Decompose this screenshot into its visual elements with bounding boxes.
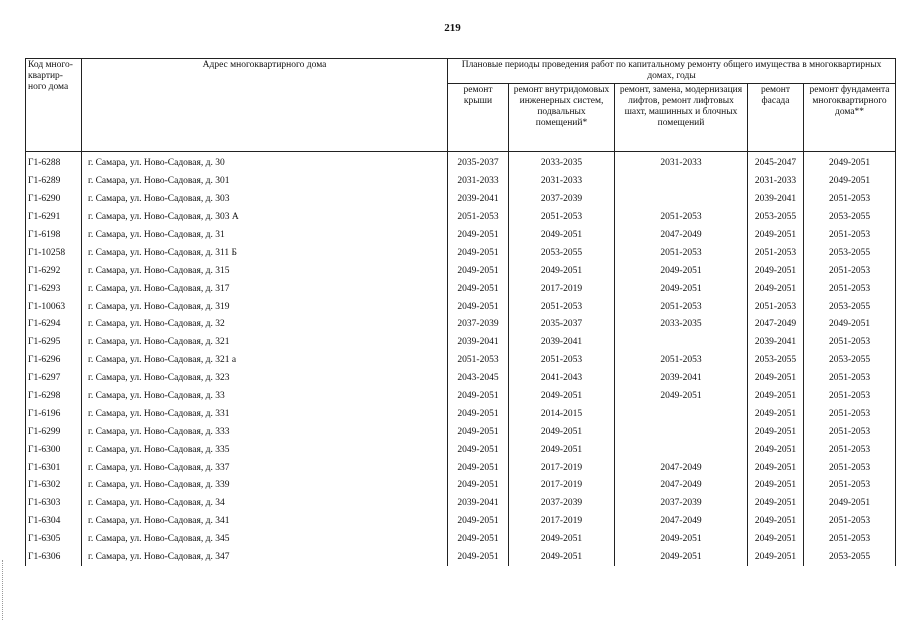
cell-code: Г1-6292 (26, 262, 82, 280)
cell-roof: 2049-2051 (448, 298, 509, 316)
table-row (26, 227, 896, 245)
table-row (26, 191, 896, 209)
page-number: 219 (444, 22, 461, 34)
table-row (26, 298, 896, 316)
cell-systems: 2049-2051 (509, 549, 615, 567)
cell-code: Г1-6296 (26, 352, 82, 370)
cell-address: г. Самара, ул. Ново-Садовая, д. 337 (82, 459, 448, 477)
cell-code: Г1-6294 (26, 316, 82, 334)
cell-systems: 2049-2051 (509, 441, 615, 459)
cell-systems: 2035-2037 (509, 316, 615, 334)
cell-foundation: 2051-2053 (804, 531, 896, 549)
table-row (26, 370, 896, 388)
cell-roof: 2049-2051 (448, 477, 509, 495)
cell-address: г. Самара, ул. Ново-Садовая, д. 331 (82, 405, 448, 423)
cell-facade: 2049-2051 (748, 495, 804, 513)
table-row (26, 244, 896, 262)
cell-foundation: 2051-2053 (804, 477, 896, 495)
cell-elevators: 2031-2033 (615, 152, 748, 173)
cell-facade: 2049-2051 (748, 388, 804, 406)
cell-foundation: 2051-2053 (804, 513, 896, 531)
table-row (26, 173, 896, 191)
cell-address: г. Самара, ул. Ново-Садовая, д. 345 (82, 531, 448, 549)
cell-facade: 2049-2051 (748, 549, 804, 567)
cell-roof: 2051-2053 (448, 352, 509, 370)
table-row (26, 152, 896, 173)
cell-facade: 2039-2041 (748, 191, 804, 209)
header-foundation: ремонт фундамента многоквартирного дома** (804, 84, 896, 152)
cell-foundation: 2051-2053 (804, 459, 896, 477)
cell-roof: 2049-2051 (448, 459, 509, 477)
cell-foundation: 2051-2053 (804, 280, 896, 298)
cell-systems: 2051-2053 (509, 209, 615, 227)
header-periods: Плановые периоды проведения работ по капитальному ремонту общего имущества в многоквартирных домах, годы (448, 59, 896, 84)
cell-elevators (615, 405, 748, 423)
cell-foundation: 2053-2055 (804, 209, 896, 227)
table-row (26, 513, 896, 531)
cell-foundation: 2053-2055 (804, 244, 896, 262)
cell-roof: 2049-2051 (448, 244, 509, 262)
cell-facade: 2045-2047 (748, 152, 804, 173)
cell-code: Г1-6297 (26, 370, 82, 388)
cell-roof: 2039-2041 (448, 495, 509, 513)
table-row (26, 549, 896, 567)
cell-elevators (615, 441, 748, 459)
cell-roof: 2049-2051 (448, 531, 509, 549)
cell-code: Г1-6301 (26, 459, 82, 477)
cell-address: г. Самара, ул. Ново-Садовая, д. 347 (82, 549, 448, 567)
cell-facade: 2049-2051 (748, 423, 804, 441)
cell-facade: 2049-2051 (748, 513, 804, 531)
cell-code: Г1-6295 (26, 334, 82, 352)
cell-facade: 2039-2041 (748, 334, 804, 352)
cell-elevators: 2049-2051 (615, 388, 748, 406)
cell-systems: 2049-2051 (509, 531, 615, 549)
cell-elevators: 2051-2053 (615, 298, 748, 316)
cell-systems: 2037-2039 (509, 495, 615, 513)
cell-systems: 2017-2019 (509, 477, 615, 495)
cell-code: Г1-6198 (26, 227, 82, 245)
cell-systems: 2017-2019 (509, 459, 615, 477)
cell-address: г. Самара, ул. Ново-Садовая, д. 34 (82, 495, 448, 513)
cell-roof: 2051-2053 (448, 209, 509, 227)
cell-foundation: 2051-2053 (804, 370, 896, 388)
cell-address: г. Самара, ул. Ново-Садовая, д. 33 (82, 388, 448, 406)
cell-elevators: 2051-2053 (615, 352, 748, 370)
cell-address: г. Самара, ул. Ново-Садовая, д. 339 (82, 477, 448, 495)
cell-code: Г1-6289 (26, 173, 82, 191)
cell-foundation: 2051-2053 (804, 441, 896, 459)
table-header-row-1 (26, 59, 896, 84)
cell-facade: 2049-2051 (748, 477, 804, 495)
cell-elevators (615, 173, 748, 191)
cell-facade: 2049-2051 (748, 370, 804, 388)
table-row (26, 531, 896, 549)
cell-facade: 2049-2051 (748, 441, 804, 459)
cell-address: г. Самара, ул. Ново-Садовая, д. 321 а (82, 352, 448, 370)
table-row (26, 280, 896, 298)
cell-facade: 2031-2033 (748, 173, 804, 191)
repair-schedule-table (25, 58, 896, 566)
cell-address: г. Самара, ул. Ново-Садовая, д. 323 (82, 370, 448, 388)
cell-code: Г1-10258 (26, 244, 82, 262)
table-row (26, 405, 896, 423)
cell-elevators: 2047-2049 (615, 477, 748, 495)
cell-address: г. Самара, ул. Ново-Садовая, д. 303 (82, 191, 448, 209)
cell-systems: 2039-2041 (509, 334, 615, 352)
cell-roof: 2031-2033 (448, 173, 509, 191)
cell-foundation: 2051-2053 (804, 405, 896, 423)
cell-systems: 2017-2019 (509, 280, 615, 298)
cell-code: Г1-6302 (26, 477, 82, 495)
table-row (26, 316, 896, 334)
cell-foundation: 2051-2053 (804, 227, 896, 245)
cell-address: г. Самара, ул. Ново-Садовая, д. 319 (82, 298, 448, 316)
cell-facade: 2051-2053 (748, 244, 804, 262)
cell-elevators: 2033-2035 (615, 316, 748, 334)
cell-elevators: 2049-2051 (615, 549, 748, 567)
cell-foundation: 2053-2055 (804, 298, 896, 316)
cell-systems: 2049-2051 (509, 227, 615, 245)
cell-address: г. Самара, ул. Ново-Садовая, д. 321 (82, 334, 448, 352)
cell-roof: 2039-2041 (448, 191, 509, 209)
cell-foundation: 2053-2055 (804, 352, 896, 370)
table-row (26, 423, 896, 441)
scan-artifact (2, 560, 9, 620)
cell-elevators (615, 423, 748, 441)
cell-address: г. Самара, ул. Ново-Садовая, д. 311 Б (82, 244, 448, 262)
cell-elevators: 2049-2051 (615, 280, 748, 298)
cell-systems: 2049-2051 (509, 262, 615, 280)
cell-address: г. Самара, ул. Ново-Садовая, д. 333 (82, 423, 448, 441)
cell-roof: 2049-2051 (448, 388, 509, 406)
header-address: Адрес многоквартирного дома (82, 59, 448, 152)
cell-code: Г1-6290 (26, 191, 82, 209)
cell-foundation: 2049-2051 (804, 152, 896, 173)
cell-facade: 2049-2051 (748, 280, 804, 298)
cell-facade: 2049-2051 (748, 459, 804, 477)
cell-elevators: 2049-2051 (615, 531, 748, 549)
cell-roof: 2049-2051 (448, 549, 509, 567)
cell-code: Г1-6298 (26, 388, 82, 406)
cell-foundation: 2049-2051 (804, 495, 896, 513)
cell-foundation: 2053-2055 (804, 549, 896, 567)
cell-address: г. Самара, ул. Ново-Садовая, д. 30 (82, 152, 448, 173)
cell-foundation: 2049-2051 (804, 316, 896, 334)
cell-address: г. Самара, ул. Ново-Садовая, д. 301 (82, 173, 448, 191)
cell-elevators: 2051-2053 (615, 244, 748, 262)
table-row (26, 495, 896, 513)
table-row (26, 262, 896, 280)
cell-code: Г1-6288 (26, 152, 82, 173)
cell-roof: 2049-2051 (448, 405, 509, 423)
cell-elevators: 2051-2053 (615, 209, 748, 227)
cell-systems: 2031-2033 (509, 173, 615, 191)
cell-systems: 2051-2053 (509, 298, 615, 316)
cell-systems: 2049-2051 (509, 388, 615, 406)
cell-roof: 2043-2045 (448, 370, 509, 388)
cell-code: Г1-6304 (26, 513, 82, 531)
header-facade: ремонт фасада (748, 84, 804, 152)
cell-address: г. Самара, ул. Ново-Садовая, д. 317 (82, 280, 448, 298)
table-row (26, 459, 896, 477)
cell-address: г. Самара, ул. Ново-Садовая, д. 32 (82, 316, 448, 334)
cell-elevators: 2049-2051 (615, 262, 748, 280)
header-systems: ремонт внутридомовых инженерных систем, подвальных помещений* (509, 84, 615, 152)
table-row (26, 388, 896, 406)
header-elevators: ремонт, замена, модернизация лифтов, ремонт лифтовых шахт, машинных и блочных помещений (615, 84, 748, 152)
cell-facade: 2049-2051 (748, 531, 804, 549)
cell-elevators: 2047-2049 (615, 227, 748, 245)
cell-address: г. Самара, ул. Ново-Садовая, д. 341 (82, 513, 448, 531)
cell-code: Г1-6305 (26, 531, 82, 549)
cell-address: г. Самара, ул. Ново-Садовая, д. 315 (82, 262, 448, 280)
cell-facade: 2049-2051 (748, 262, 804, 280)
cell-systems: 2017-2019 (509, 513, 615, 531)
cell-code: Г1-6293 (26, 280, 82, 298)
cell-facade: 2047-2049 (748, 316, 804, 334)
cell-code: Г1-6299 (26, 423, 82, 441)
cell-elevators: 2037-2039 (615, 495, 748, 513)
cell-foundation: 2051-2053 (804, 388, 896, 406)
table-body (26, 152, 896, 567)
cell-elevators: 2047-2049 (615, 513, 748, 531)
cell-code: Г1-6306 (26, 549, 82, 567)
cell-elevators (615, 334, 748, 352)
cell-facade: 2051-2053 (748, 298, 804, 316)
cell-elevators: 2039-2041 (615, 370, 748, 388)
cell-address: г. Самара, ул. Ново-Садовая, д. 303 А (82, 209, 448, 227)
cell-roof: 2049-2051 (448, 280, 509, 298)
cell-roof: 2049-2051 (448, 441, 509, 459)
cell-foundation: 2051-2053 (804, 423, 896, 441)
cell-facade: 2049-2051 (748, 227, 804, 245)
cell-roof: 2049-2051 (448, 227, 509, 245)
table-row (26, 352, 896, 370)
cell-elevators: 2047-2049 (615, 459, 748, 477)
cell-facade: 2049-2051 (748, 405, 804, 423)
table-row (26, 477, 896, 495)
cell-address: г. Самара, ул. Ново-Садовая, д. 31 (82, 227, 448, 245)
table-row (26, 441, 896, 459)
cell-roof: 2049-2051 (448, 262, 509, 280)
cell-systems: 2049-2051 (509, 423, 615, 441)
cell-facade: 2053-2055 (748, 352, 804, 370)
cell-facade: 2053-2055 (748, 209, 804, 227)
cell-roof: 2049-2051 (448, 423, 509, 441)
cell-roof: 2035-2037 (448, 152, 509, 173)
cell-roof: 2039-2041 (448, 334, 509, 352)
cell-roof: 2049-2051 (448, 513, 509, 531)
cell-systems: 2037-2039 (509, 191, 615, 209)
cell-foundation: 2049-2051 (804, 173, 896, 191)
table-row (26, 209, 896, 227)
header-roof: ремонт крыши (448, 84, 509, 152)
cell-foundation: 2051-2053 (804, 334, 896, 352)
cell-code: Г1-6196 (26, 405, 82, 423)
cell-systems: 2053-2055 (509, 244, 615, 262)
cell-code: Г1-6300 (26, 441, 82, 459)
cell-foundation: 2051-2053 (804, 262, 896, 280)
cell-foundation: 2051-2053 (804, 191, 896, 209)
cell-address: г. Самара, ул. Ново-Садовая, д. 335 (82, 441, 448, 459)
cell-systems: 2051-2053 (509, 352, 615, 370)
table-row (26, 334, 896, 352)
cell-code: Г1-6303 (26, 495, 82, 513)
cell-systems: 2033-2035 (509, 152, 615, 173)
cell-elevators (615, 191, 748, 209)
cell-systems: 2014-2015 (509, 405, 615, 423)
cell-code: Г1-10063 (26, 298, 82, 316)
cell-systems: 2041-2043 (509, 370, 615, 388)
cell-code: Г1-6291 (26, 209, 82, 227)
cell-roof: 2037-2039 (448, 316, 509, 334)
header-code: Код много-квартир-ного дома (26, 59, 82, 152)
